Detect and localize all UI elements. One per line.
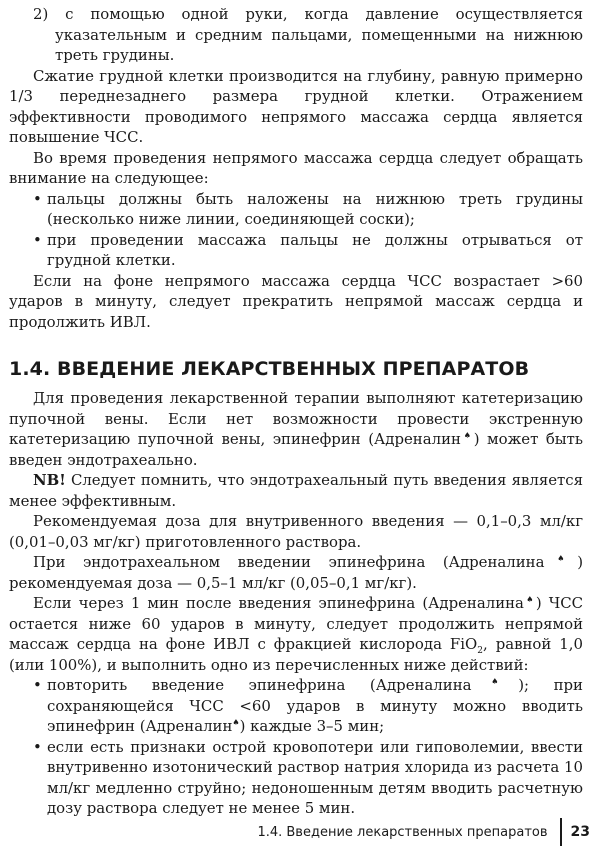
top-text-block bbox=[9, 4, 583, 332]
paragraph-compression-depth: Сжатие грудной клетки производится на глубину, равную примерно 1/3 переднезаднего размера грудной клетки. Отражением эффективности проводимого непрямого массажа сердца является повышение ЧСС. bbox=[9, 66, 583, 146]
section-heading: 1.4. ВВЕДЕНИЕ ЛЕКАРСТВЕННЫХ ПРЕПАРАТОВ bbox=[9, 358, 530, 380]
list-item: • если есть признаки острой кровопотери или гиповолемии, ввести внутривенно изотонический раствор натрия хлорида из расчета 10 мл/кг медленно струйно; недоношенным детям вводить расчетную дозу раствора следует не менее 5 мин. bbox=[33, 737, 583, 817]
numbered-item-2 bbox=[9, 4, 583, 66]
footer-divider bbox=[560, 818, 562, 846]
nb-label: NB! bbox=[33, 471, 66, 489]
paragraph-endotracheal-dose: При эндотрахеальном введении эпинефрина (Адреналина♠) рекомендуемая доза — 0,5–1 мл/кг (0,05–0,1 мг/кг). bbox=[9, 553, 584, 592]
running-title: 1.4. Введение лекарственных препаратов bbox=[257, 824, 548, 840]
paragraph-catheterization: Для проведения лекарственной терапии выполняют катетеризацию пупочной вены. Если нет возможности провести экстренную катетеризацию пупочной вены, эпинефрин (Адреналин♠) может быть введен эндотрахеально. bbox=[9, 389, 584, 469]
bullet-icon: • bbox=[33, 189, 42, 208]
trademark-icon: ♠ bbox=[460, 431, 474, 441]
page-number: 23 bbox=[570, 824, 590, 840]
section-text-block bbox=[9, 388, 583, 819]
bullet-list-actions bbox=[9, 675, 583, 819]
bullet-icon: • bbox=[33, 737, 42, 756]
item-text: с помощью одной руки, когда давление осуществляется указательным и средним пальцами, помещенными на нижнюю треть грудины. bbox=[55, 5, 583, 64]
trademark-icon: ♠ bbox=[544, 554, 578, 564]
trademark-icon: ♠ bbox=[232, 718, 240, 728]
item-number: 2) bbox=[33, 5, 49, 23]
list-item: • повторить введение эпинефрина (Адреналина♠); при сохраняющейся ЧСС <60 ударов в минуту можно вводить эпинефрин (Адреналин♠) каждые 3–5 мин; bbox=[33, 676, 583, 735]
list-item: • пальцы должны быть наложены на нижнюю треть грудины (несколько ниже линии, соединяющей соски); bbox=[33, 189, 583, 228]
bullet-icon: • bbox=[33, 676, 42, 694]
paragraph-continue-massage: Если через 1 мин после введения эпинефрина (Адреналина♠) ЧСС остается ниже 60 ударов в минуту, следует продолжить непрямой массаж сердца на фоне ИВЛ с фракцией кислорода FiO$_2$, равной 1,0 (или 100%), и выполнить одно из перечисленных ниже действий: bbox=[9, 594, 584, 674]
page-footer bbox=[257, 820, 590, 844]
trademark-icon: ♠ bbox=[523, 595, 536, 605]
bullet-icon: • bbox=[33, 230, 42, 249]
paragraph-stop-massage: Если на фоне непрямого массажа сердца ЧСС возрастает >60 ударов в минуту, следует прекратить непрямой массаж сердца и продолжить ИВЛ. bbox=[9, 271, 583, 331]
bullet-list-massage bbox=[9, 189, 583, 271]
nb-note: NB! Следует помнить, что эндотрахеальный путь введения является менее эффективным. bbox=[9, 471, 583, 510]
trademark-icon: ♠ bbox=[471, 677, 519, 687]
paragraph-attention: Во время проведения непрямого массажа сердца следует обращать внимание на следующее: bbox=[9, 148, 583, 187]
paragraph-iv-dose: Рекомендуемая доза для внутривенного введения — 0,1–0,3 мл/кг (0,01–0,03 мг/кг) приготовленного раствора. bbox=[9, 512, 583, 551]
list-item: • при проведении массажа пальцы не должны отрываться от грудной клетки. bbox=[33, 230, 583, 269]
